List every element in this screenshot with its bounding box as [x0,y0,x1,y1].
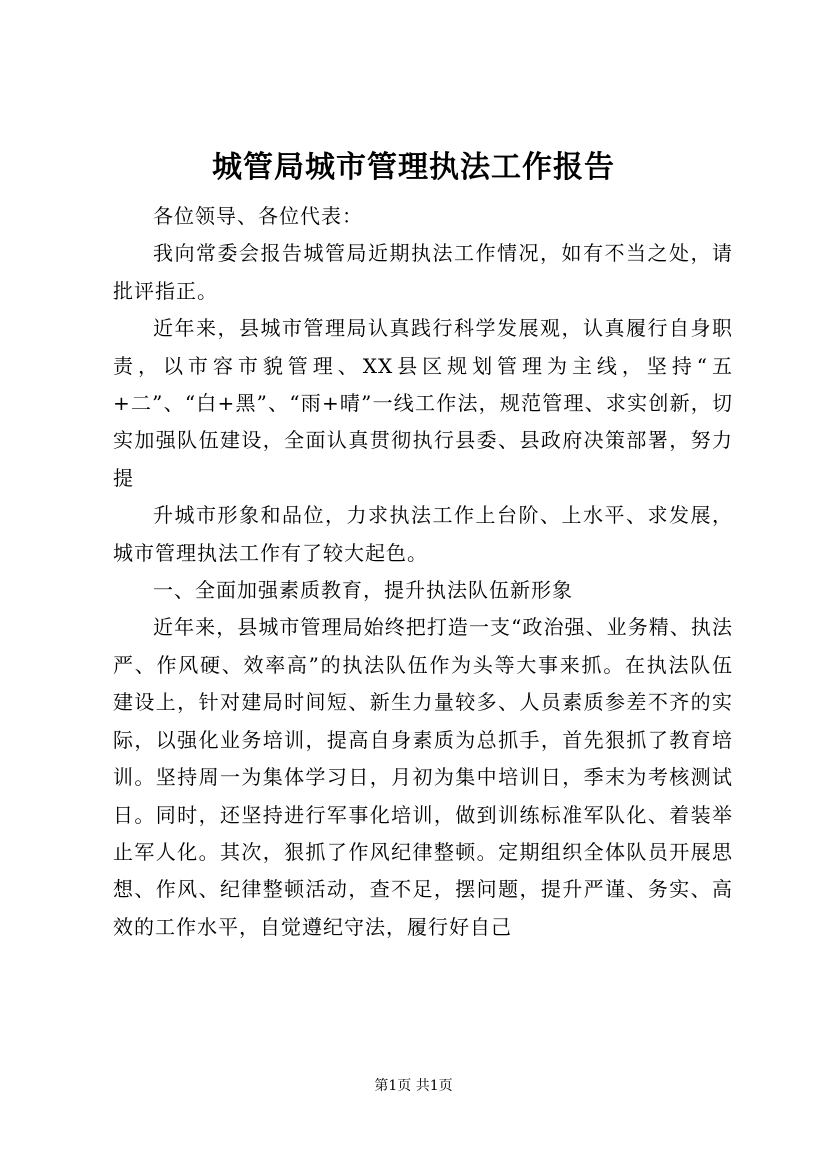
overview-continued-paragraph: 升城市形象和品位，力求执法工作上台阶、上水平、求发展，城市管理执法工作有了较大起色。 [113,503,733,565]
document-body [113,198,733,946]
section-heading: 一、全面加强素质教育，提升执法队伍新形象 [153,578,573,603]
page-footer: 第1页 共1页 [374,1078,453,1094]
section-body-paragraph: 近年来，县城市管理局始终把打造一支“政治强、业务精、执法严、作风硬、效率高”的执法队伍作为头等大事来抓。在执法队伍建设上，针对建局时间短、新生力量较多、人员素质参差不齐的实际，以强化业务培训，提高自身素质为总抓手，首先狠抓了教育培训。坚持周一为集体学习日，月初为集中培训日，季末为考核测试日。同时，还坚持进行军事化培训，做到训练标准军队化、着装举止军人化。其次，狠抓了作风纪律整顿。定期组织全体队员开展思想、作风、纪律整顿活动，查不足，摆问题，提升严谨、务实、高效的工作水平，自觉遵纪守法，履行好自己 [113,615,733,939]
salutation-paragraph: 各位领导、各位代表： [153,204,363,228]
document-title: 城管局城市管理执法工作报告 [212,150,615,185]
overview-paragraph: 近年来，县城市管理局认真践行科学发展观，认真履行自身职责，以市容市貌管理、XX县区规划管理为主线，坚持“五+二”、“白+黑”、“雨+晴”一线工作法，规范管理、求实创新，切实加强队伍建设，全面认真贯彻执行县委、县政府决策部署，努力提 [113,316,733,490]
intro-paragraph: 我向常委会报告城管局近期执法工作情况，如有不当之处，请批评指正。 [113,241,733,303]
